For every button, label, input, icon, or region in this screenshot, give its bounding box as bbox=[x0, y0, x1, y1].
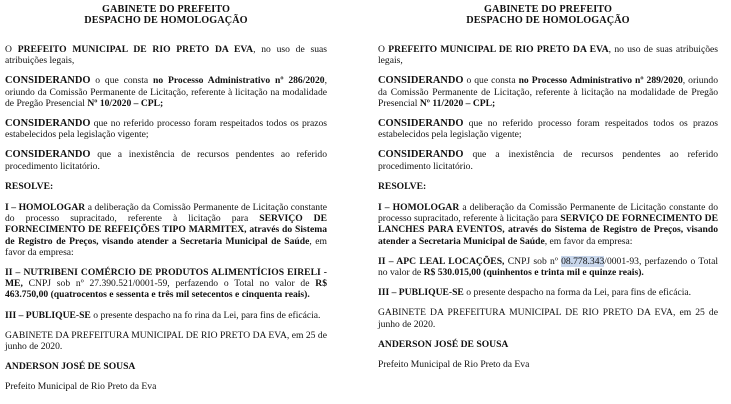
left-resolve: RESOLVE: bbox=[5, 180, 54, 192]
right-header bbox=[378, 4, 718, 26]
right-item-3 bbox=[378, 287, 718, 298]
right-cons3-a: CONSIDERANDO bbox=[378, 149, 464, 161]
right-considerando-2 bbox=[378, 118, 718, 140]
left-cons1-b: o que consta bbox=[95, 75, 149, 87]
left-item2-b: CNPJ sob nº 27.390.521/0001-59, perfazendo o Total no valor de bbox=[28, 278, 310, 290]
left-closing: GABINETE DA PREFEITURA MUNICIPAL DE RIO PRETO DA EVA, em 25 de junho de 2020. bbox=[5, 329, 327, 353]
left-item2-d: (quatrocentos e sessenta e três mil setecentos e cinquenta reais). bbox=[50, 289, 310, 301]
left-item1-b: HOMOLOGAR bbox=[18, 202, 86, 214]
left-considerando-3 bbox=[5, 149, 327, 171]
right-item3-b: o presente despacho na forma da Lei, para fins de eficácia. bbox=[466, 287, 692, 299]
right-item-2 bbox=[378, 256, 718, 278]
right-resolve: RESOLVE: bbox=[378, 180, 427, 192]
left-header-line2: DESPACHO DE HOMOLOGAÇÃO bbox=[84, 15, 248, 26]
right-item2-c: /0001-93, perfazendo o Total no valor de bbox=[378, 255, 719, 279]
right-considerando-1 bbox=[378, 75, 718, 109]
right-item2-e: (quinhentos e trinta mil e quinze reais). bbox=[483, 267, 644, 279]
left-item-1 bbox=[5, 202, 327, 258]
right-item2-d: R$ 530.015,00 bbox=[423, 267, 481, 279]
right-item-1 bbox=[378, 202, 718, 247]
right-intro-b: PREFEITO MUNICIPAL DE RIO PRETO DA EVA bbox=[388, 44, 609, 55]
right-cons1-c: no Processo Administrativo nº 289/2020 bbox=[518, 75, 683, 87]
right-item1-b: HOMOLOGAR bbox=[392, 202, 460, 214]
left-header-line1: GABINETE DO PREFEITO bbox=[101, 4, 231, 15]
left-role: Prefeito Municipal de Rio Preto da Eva bbox=[5, 381, 157, 393]
left-item2-c: R$ 463.750,00 bbox=[5, 278, 327, 301]
right-intro bbox=[378, 44, 718, 66]
right-intro-a: O bbox=[378, 44, 385, 55]
right-item2-a: II – APC LEAL LOCAÇÕES, bbox=[378, 255, 505, 267]
right-item3-a: III – PUBLIQUE-SE bbox=[378, 287, 464, 299]
highlighted-cnpj[interactable]: 08.778.343 bbox=[561, 255, 605, 267]
right-cons3-b: que a inexistência de recursos pendentes ao referido procedimento licitatório. bbox=[378, 149, 718, 172]
right-item1-a: I – bbox=[378, 202, 390, 214]
left-intro-c: , no uso de suas atribuições legais, bbox=[5, 44, 327, 67]
left-signer-name: ANDERSON JOSÉ DE SOUSA bbox=[5, 361, 136, 373]
right-cons1-a: CONSIDERANDO bbox=[378, 75, 464, 87]
left-cons1-e: Nº 10/2020 – CPL; bbox=[87, 97, 164, 109]
left-considerando-2 bbox=[5, 118, 327, 140]
right-considerando-3 bbox=[378, 149, 718, 171]
right-cons2-b: que no referido processo foram respeitados todos os prazos estabelecidos pela legislação vigente; bbox=[378, 118, 718, 141]
left-intro bbox=[5, 44, 327, 66]
left-cons3-a: CONSIDERANDO bbox=[5, 149, 91, 161]
left-item1-d: SERVIÇO DE FORNECIMENTO DE REFEIÇÕES TIPO MARMITEX, através do Sistema de Registro de Preços, visando atender a Secretaria Municipal de Saúde bbox=[5, 213, 328, 247]
left-item1-c: a deliberação da Comissão Permanente de Licitação constante do processo supracitado, referente à licitação para bbox=[5, 202, 328, 225]
left-cons1-d: , oriundo da Comissão Permanente de Licitação, referente à licitação na modalidade de Pregão Presencial bbox=[5, 75, 327, 109]
right-cons1-d: , oriundo da Comissão Permanente de Licitação, referente à licitação na modalidade de Pregão Presencial bbox=[378, 75, 718, 109]
left-cons3-b: que a inexistência de recursos pendentes ao referido procedimento licitatório. bbox=[5, 149, 327, 172]
right-intro-c: , no uso de suas atribuições legais, bbox=[378, 44, 719, 67]
right-header-line2: DESPACHO DE HOMOLOGAÇÃO bbox=[466, 15, 630, 26]
left-cons2-b: que no referido processo foram respeitados todos os prazos estabelecidos pela legislação vigente; bbox=[5, 118, 327, 141]
left-item3-a: III – PUBLIQUE-SE bbox=[5, 309, 91, 321]
right-column bbox=[378, 4, 718, 379]
right-cons1-e: Nº 11/2020 – CPL; bbox=[419, 97, 496, 109]
right-closing: GABINETE DA PREFEITURA MUNICIPAL DE RIO PRETO DA EVA, em 25 de junho de 2020. bbox=[378, 307, 718, 330]
right-signer bbox=[378, 339, 718, 350]
left-item2-a: II – NUTRIBENI COMÉRCIO DE PRODUTOS ALIMENTÍCIOS EIRELI - ME, bbox=[5, 267, 327, 290]
left-signer bbox=[5, 361, 327, 372]
left-item-3 bbox=[5, 310, 327, 321]
left-intro-a: O bbox=[5, 44, 12, 55]
left-cons2-a: CONSIDERANDO bbox=[5, 118, 91, 130]
right-item1-c: a deliberação da Comissão Permanente de Licitação constante do processo supracitado, referente à licitação para bbox=[378, 202, 718, 225]
right-role: Prefeito Municipal de Rio Preto da Eva bbox=[378, 359, 530, 371]
left-item1-a: I – bbox=[5, 202, 17, 214]
right-item1-d: SERVIÇO DE FORNECIMENTO DE LANCHES PARA EVENTOS, através do Sistema de Registro de Preços, visando atender a Secretaria Municipal de Saúde bbox=[378, 213, 718, 247]
right-header-line1: GABINETE DO PREFEITO bbox=[483, 4, 613, 15]
right-cons1-b: o que consta bbox=[466, 75, 516, 87]
left-item1-e: , em favor da empresa: bbox=[5, 235, 327, 258]
right-item1-e: , em favor da empresa: bbox=[544, 235, 633, 247]
left-cons1-c: no Processo Administrativo nº 286/2020 bbox=[152, 75, 325, 87]
left-considerando-1 bbox=[5, 75, 327, 109]
left-item-2 bbox=[5, 267, 327, 301]
right-item2-b: CNPJ sob nº bbox=[507, 255, 558, 267]
left-item3-b: o presente despacho na fo rina da Lei, para fins de eficácia. bbox=[93, 309, 321, 321]
right-signer-name: ANDERSON JOSÉ DE SOUSA bbox=[378, 338, 509, 350]
left-header bbox=[5, 4, 327, 26]
left-column bbox=[5, 4, 327, 402]
left-cons1-a: CONSIDERANDO bbox=[5, 75, 91, 87]
left-intro-b: PREFEITO MUNICIPAL DE RIO PRETO DA EVA bbox=[17, 44, 254, 55]
right-cons2-a: CONSIDERANDO bbox=[378, 118, 464, 130]
